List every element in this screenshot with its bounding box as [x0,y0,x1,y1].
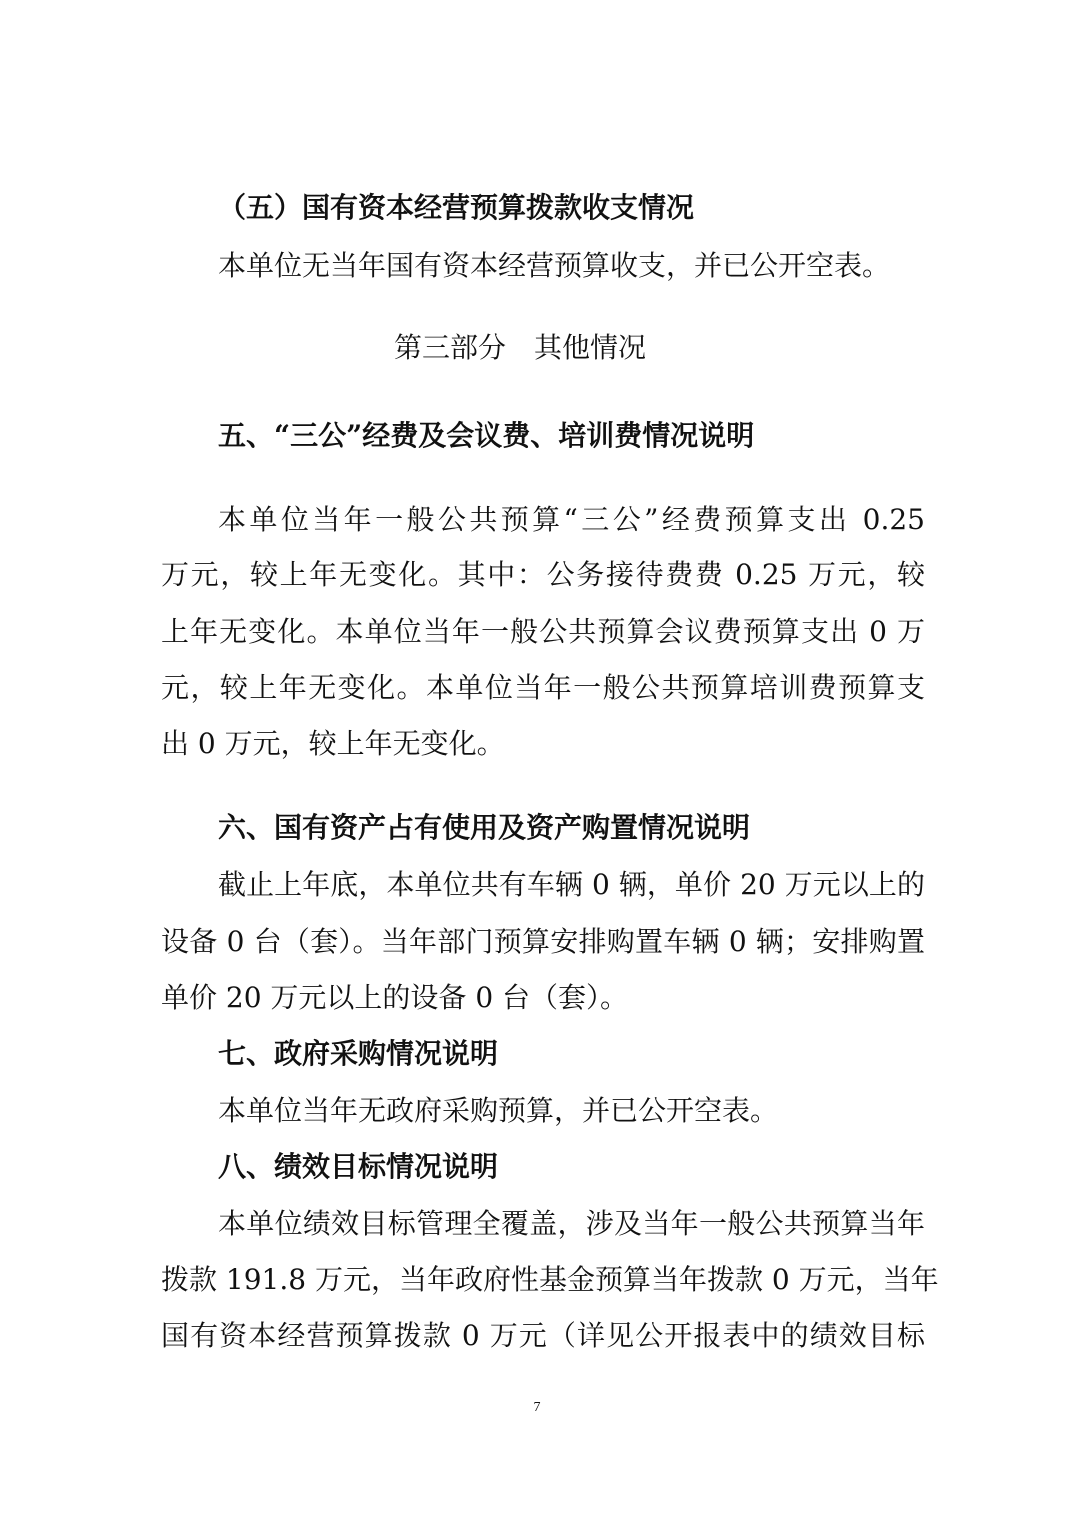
paragraph-line: 本单位当年一般公共预算“三公”经费预算支出 0.25 [218,503,925,536]
paragraph-line: 截止上年底，本单位共有车辆 0 辆，单价 20 万元以上的 [218,868,925,901]
section-heading-procurement: 七、政府采购情况说明 [218,1037,499,1070]
section-heading-performance: 八、绩效目标情况说明 [218,1150,499,1183]
paragraph-line: 万元，较上年无变化。其中：公务接待费费 0.25 万元，较 [161,558,925,591]
paragraph-line: 设备 0 台（套）。当年部门预算安排购置车辆 0 辆；安排购置 [161,925,925,958]
section-heading-assets: 六、国有资产占有使用及资产购置情况说明 [218,811,751,844]
paragraph-line: 元，较上年无变化。本单位当年一般公共预算培训费预算支 [161,671,925,704]
paragraph-state-capital: 本单位无当年国有资本经营预算收支，并已公开空表。 [218,249,891,282]
paragraph-line: 单价 20 万元以上的设备 0 台（套）。 [161,981,629,1014]
section-heading-state-capital: （五）国有资本经营预算拨款收支情况 [218,191,695,224]
paragraph-procurement: 本单位当年无政府采购预算，并已公开空表。 [218,1094,779,1127]
paragraph-line: 拨款 191.8 万元，当年政府性基金预算当年拨款 0 万元，当年 [161,1263,939,1296]
part-title: 第三部分 其他情况 [393,331,646,364]
paragraph-line: 上年无变化。本单位当年一般公共预算会议费预算支出 0 万 [161,615,925,648]
page-number: 7 [533,1400,541,1415]
paragraph-line: 国有资本经营预算拨款 0 万元（详见公开报表中的绩效目标 [161,1319,925,1352]
section-heading-sangong: 五、“三公”经费及会议费、培训费情况说明 [218,419,755,452]
paragraph-line: 出 0 万元，较上年无变化。 [161,727,505,760]
paragraph-line: 本单位绩效目标管理全覆盖，涉及当年一般公共预算当年 [218,1207,925,1240]
